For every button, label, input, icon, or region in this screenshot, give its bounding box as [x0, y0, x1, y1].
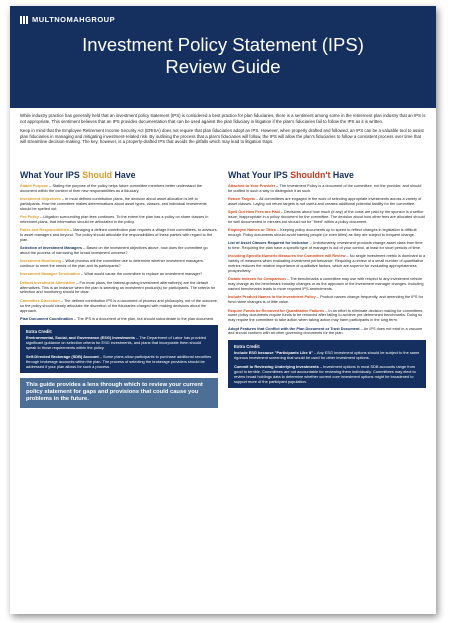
extra-credit-item-text: – Investment options in most SDB accounts range from good to terrible. Committees are not accountable for reviewing them individually. Committees may elect to review broad holdings data to determine whether current core investment options might be broadened to support more of the participant population. — [234, 363, 416, 384]
should-have-heading — [20, 170, 218, 180]
intro-section — [10, 108, 436, 145]
list-item-text: – What would cause the committee to replace an investment manager? — [79, 272, 203, 277]
list-item-text: – No single investment metric is dominant to a variety of measures when evaluating investment performance. Requiring a review of a small number of quantitative metrics reduces the relative importance of qualitative factors, which are superior for evaluating appropriateness prospectively. — [228, 254, 426, 274]
extra-credit-item — [26, 354, 212, 369]
extra-credit-item-title: Commit to Reviewing Underlying Investments — [234, 363, 319, 369]
company-logo — [20, 15, 115, 24]
list-item-title: Fee Policy — [20, 215, 40, 220]
list-item — [228, 228, 426, 238]
guide-callout: This guide provides a lens through which to review your current policy statement for gaps and provisions that could cause you problems in the future. — [20, 378, 218, 408]
list-item — [228, 309, 426, 324]
list-item-text: – The benchmarks a committee may use with respect to any investment vehicle may change as the benchmark industry changes or as the approach of the investment manager changes. Including named benchmarks leads to more required IPS amendments. — [228, 277, 424, 292]
list-item-text: – What process will the committee use to determine whether investment managers continue to meet the needs of the plan and its participants? — [20, 259, 203, 269]
list-item — [228, 210, 426, 225]
title-line-2: Review Guide — [165, 56, 281, 77]
list-item-text: – In an effort to eliminate decision making for committees, some policy documents require funds to be removed after failing to achieve pre-determined benchmarks. Doing so may require the committee to take action when taking action may harm participants in the long term. — [228, 308, 424, 323]
list-item-title: Attached to Your Provider — [228, 184, 276, 188]
list-item — [20, 272, 218, 277]
list-item — [20, 281, 218, 296]
list-item — [228, 295, 426, 305]
logo-mark-icon — [20, 16, 28, 24]
extra-credit-item — [26, 335, 212, 350]
list-item-title: Investment Manager Termination — [20, 272, 80, 277]
list-item-text: – All committees are engaged in the work of selecting appropriate investments across a variety of asset classes. Laying out return targets is not useful and creates additional potential liability for the committee. — [228, 197, 422, 207]
list-item — [228, 241, 426, 251]
document-page — [10, 6, 436, 614]
list-item-title: Investment Monitoring — [20, 259, 62, 264]
list-item-title: Spell Out How Fees are Paid — [228, 210, 280, 215]
heading-highlight: Should — [82, 170, 113, 180]
extra-credit-item-title: Include ESG because "Participants Like It" — [234, 349, 313, 355]
list-item-title: Require Funds be Removed for Quantitative Failures — [228, 308, 325, 313]
extra-credit-item — [234, 364, 420, 384]
list-item — [228, 197, 426, 207]
list-item-title: Stated Purpose — [20, 184, 49, 188]
list-item — [228, 184, 426, 194]
list-item-title: Selection of Investment Managers — [20, 246, 83, 251]
extra-credit-item-text: – Some plans allow participants to purchase additional securities through brokerage accounts within the plan. The process of selecting the brokerage providers should be addressed if your plan allows for such a process. — [26, 353, 212, 369]
list-item-title: Dictate Indexes for Comparison — [228, 277, 286, 282]
list-item-text: – The IPS is a document of the plan, but should subordinate to the plan document. — [72, 316, 215, 321]
extra-credit-item-title: Self-Directed Brokerage (SDB) Account — [26, 353, 99, 359]
header-banner — [10, 6, 436, 108]
title-line-1: Investment Policy Statement (IPS) — [82, 34, 364, 55]
list-item-title: Employee Names or Titles — [228, 228, 276, 233]
list-item — [228, 327, 426, 337]
extra-credit-item-title: Environmental, Social, and Governance (ESG) Investments — [26, 334, 135, 340]
extra-credit-box-right — [228, 340, 426, 388]
logo-text: MULTNOMAHGROUP — [32, 15, 116, 24]
list-item-title: Including Specific Numeric Measures the Committee will Review — [228, 254, 346, 259]
list-item-title: Return Targets — [228, 197, 256, 202]
list-item-text: – Based on the investment objectives above, how does the committee go about the process of narrowing the broad investment universe? — [20, 246, 208, 256]
shouldnt-have-heading — [228, 170, 426, 180]
intro-paragraph-1: While industry practice has generally held that an investment policy statement (IPS) is considered a best practice for plan fiduciaries, there is a sentiment among some in the retirement plan industry that an IPS is not appropriate. This sentiment believes that an IPS provides documentation that can be used against the plan fiduciary in litigation if the plan's fiduciaries fail to follow the IPS as it is written. — [20, 113, 426, 124]
extra-credit-item-text: – The Department of Labor has provided significant guidance on selection criteria for ESG investments, and plans that incorporate them should speak to those requirements within the policy. — [26, 334, 207, 350]
list-item-text: – Litigation surrounding plan fees continues. To the extent the plan has a policy on share classes in retirement plans, that information should be articulated in the policy. — [20, 215, 209, 225]
extra-credit-item — [234, 350, 420, 360]
list-item-title: List of Asset Classes Required for Inclusion — [228, 241, 309, 246]
list-item-title: Committee Discretion — [20, 298, 60, 303]
list-item-title: Roles and Responsibilities — [20, 228, 69, 233]
heading-suffix: Have — [112, 170, 136, 180]
list-item — [20, 197, 218, 212]
list-item-text: – The Investment Policy is a document of the committee, not the provider, and should be crafted in such a way to distinguish it as such. — [228, 184, 422, 193]
shouldnt-have-column — [228, 170, 426, 606]
heading-prefix: What Your IPS — [228, 170, 291, 180]
list-item-text: – Unfortunately, investment products change asset class from time to time. Requiring the plan have a specific type of manager is out of your control, at least for short periods of time. — [228, 241, 423, 251]
list-item — [228, 254, 426, 274]
list-item-text: – Decisions about how much (if any) of the costs are paid by the sponsor is a settlor issue, inappropriate in a policy document for the committee. The decision about how other fees are allocated should be well documented in minutes,but should not be "fixed" within a policy document. — [228, 210, 425, 225]
list-item-title: Plan Document Coordination — [20, 316, 73, 321]
extra-credit-heading: Extra Credit: — [26, 328, 53, 334]
list-item-text: – The defined contribution IPS is a document of process and philosophy, not of the outcome, so the policy should clearly articulate the discretion of the fiduciaries charged with making decisions about the approach. — [20, 298, 218, 313]
extra-credit-heading: Extra Credit: — [234, 343, 261, 349]
page-title — [10, 34, 436, 78]
list-item-text: – For most plans, the fastest-growing investment alternative(s) are the default alternatives. This is an instance when the plan is selecting an investment product(s) for participants. The criteria for selection and monitoring should be clear. — [20, 280, 216, 295]
heading-suffix: Have — [330, 170, 354, 180]
list-item-text: – Product names change frequently, and amending the IPS for fund name changes is of little value. — [228, 295, 423, 305]
should-have-list — [20, 184, 218, 322]
list-item — [20, 246, 218, 256]
list-item — [20, 184, 218, 194]
list-item — [20, 317, 218, 322]
list-item — [20, 299, 218, 314]
list-item-text: – Keeping policy documents up to speed to reflect changes in legislation is difficult enough. Policy documents should avoid naming people (or even titles) as they are subject to frequent change. — [228, 228, 417, 238]
list-item-text: – In most defined contribution plans, the decision about asset allocation is left to participants. How the committee makes determinations about asset types, classes, and individual investments should be spelled out. — [20, 197, 207, 211]
two-column-section — [20, 170, 426, 606]
list-item-title: Include Product Names in the Investment Policy — [228, 295, 316, 300]
shouldnt-have-list — [228, 184, 426, 336]
list-item — [20, 228, 218, 243]
extra-credit-item-text: – Any ESG investment options should be subject to the same rigorous investment screening that would be used for other investment options. — [234, 349, 420, 360]
should-have-column — [20, 170, 218, 606]
list-item — [228, 277, 426, 292]
list-item-title: Adopt Features that Conflict with the Plan Document or Trust Document — [228, 326, 360, 331]
list-item-title: Default Investment Alternative — [20, 280, 76, 285]
list-item-title: Investment Objectives — [20, 197, 61, 202]
heading-prefix: What Your IPS — [20, 170, 83, 180]
heading-highlight: Shouldn't — [290, 170, 331, 180]
intro-paragraph-2: Keep in mind that the Employee Retirement Income Security Act (ERISA) does not require that plan fiduciaries adopt an IPS. However, when properly drafted and followed, an IPS can be a valuable tool to assist plan fiduciaries in managing and mitigating investment-related risk. By outlining the process that a plan's fiduciaries will follow, the IPS will allow the plan's fiduciaries to follow a consistent process over time that will streamline decision-making. The key, however, is a properly-drafted IPS that avoids the pitfalls which may lead to litigation traps. — [20, 128, 424, 145]
extra-credit-box-left — [20, 325, 218, 373]
list-item-text: – An IPS does not exist in a vacuum and should conform with all other governing documents for the plan. — [228, 326, 423, 336]
list-item-text: – Managing a defined contribution plan requires a village from committees, to advisors, to asset managers and beyond. The policy should articulate the responsibilities of these parties with regard to the plan. — [20, 228, 218, 243]
list-item — [20, 215, 218, 225]
list-item-text: – Stating the purpose of the policy helps future committee members better understand the document within the context of their new responsibilities as a fiduciary. — [20, 184, 203, 193]
list-item — [20, 259, 218, 269]
